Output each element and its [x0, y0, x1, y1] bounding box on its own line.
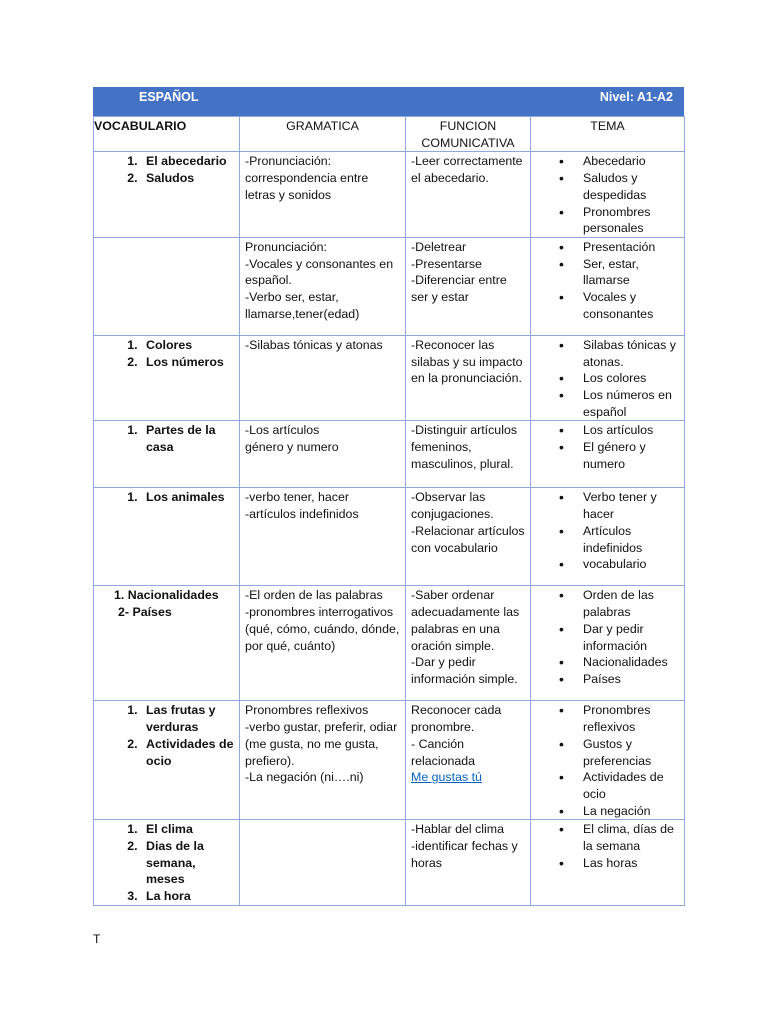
vocabulary-item: 3. La hora: [141, 888, 234, 905]
tema-item: • Verbo tener y hacer: [583, 489, 679, 522]
column-header-funcion: FUNCION COMUNICATIVA: [406, 117, 531, 152]
tema-item: • Vocales y consonantes: [583, 289, 679, 322]
vocabulario-cell: [94, 488, 240, 586]
vocabulary-item: 1. Las frutas y verduras: [141, 702, 234, 735]
tema-cell: [531, 820, 685, 906]
vocabulary-list: [94, 702, 234, 769]
funcion-line: -Hablar del clima: [411, 822, 504, 837]
funcion-cell: [406, 586, 531, 701]
footer-text: T: [93, 932, 101, 946]
vocabulary-item: 1. El clima: [141, 821, 234, 838]
vocabulary-item: 2. Saludos: [141, 170, 234, 187]
tema-list: [536, 702, 679, 819]
gramatica-line: -verbo tener, hacer: [245, 490, 350, 505]
tema-list: [536, 422, 679, 472]
tema-list: [536, 489, 679, 573]
tema-list: [536, 239, 679, 323]
gramatica-line: -La negación (ni….ni): [245, 770, 364, 785]
vocabulary-list: [94, 821, 234, 905]
tema-item: • Los números en español: [583, 387, 679, 420]
vocabulary-list: [94, 337, 234, 370]
vocabulario-cell: [94, 586, 240, 701]
tema-item: • vocabulario: [583, 556, 679, 573]
funcion-cell: [406, 488, 531, 586]
funcion-cell: [406, 335, 531, 421]
funcion-line: -Diferenciar entre ser y estar: [411, 273, 511, 305]
gramatica-line: género y numero: [245, 440, 339, 455]
gramatica-cell: [240, 820, 406, 906]
tema-item: • El género y numero: [583, 439, 679, 472]
funcion-line: -Distinguir artículos femeninos, masculinos, plural.: [411, 423, 521, 471]
column-header-vocabulario: VOCABULARIO: [94, 117, 240, 152]
vocabulary-item: 1. Colores: [141, 337, 234, 354]
gramatica-cell: [240, 488, 406, 586]
course-title: ESPAÑOL: [139, 90, 199, 104]
funcion-line: -Relacionar artículos con vocabulario: [411, 523, 529, 555]
table-row: [94, 820, 685, 906]
table-row: [94, 421, 685, 488]
vocabulary-item: 1. El abecedario: [141, 153, 234, 170]
tema-item: • Nacionalidades: [583, 654, 679, 671]
tema-list: [536, 821, 679, 871]
gramatica-line: Pronunciación:: [245, 239, 327, 254]
funcion-line: -Dar y pedir información simple.: [411, 655, 518, 686]
funcion-line: -Reconocer las silabas y su impacto en la pronunciación.: [411, 337, 527, 386]
vocabulario-cell: [94, 421, 240, 488]
column-header-gramatica: GRAMATICA: [240, 117, 406, 152]
syllabus-table: [93, 116, 685, 906]
vocabulary-list: [94, 587, 234, 620]
tema-cell: [531, 335, 685, 421]
table-row: [94, 237, 685, 335]
funcion-line: -Deletrear: [411, 239, 467, 254]
tema-item: • Silabas tónicas y atonas.: [583, 337, 679, 370]
vocabulary-item: 2- Países: [118, 605, 172, 620]
tema-cell: [531, 421, 685, 488]
table-row: [94, 335, 685, 421]
gramatica-cell: [240, 586, 406, 701]
tema-item: • Las horas: [583, 855, 679, 872]
funcion-line: -Observar las conjugaciones.: [411, 490, 494, 522]
tema-item: • Ser, estar, llamarse: [583, 256, 679, 289]
vocabulary-list: [94, 153, 234, 186]
tema-list: [536, 153, 679, 237]
gramatica-line: -El orden de las palabras: [245, 588, 383, 603]
tema-cell: [531, 488, 685, 586]
table-header-row: [94, 117, 685, 152]
table-title-bar: [93, 87, 684, 116]
column-header-tema: TEMA: [531, 117, 685, 152]
gramatica-cell: [240, 421, 406, 488]
vocabulary-list: [94, 422, 234, 455]
gramatica-line: -Silabas tónicas y atonas: [245, 337, 383, 352]
tema-item: • Actividades de ocio: [583, 769, 679, 802]
gramatica-line: Pronombres reflexivos: [245, 703, 369, 718]
tema-item: • Pronombres personales: [583, 204, 679, 237]
tema-item: • Pronombres reflexivos: [583, 702, 679, 735]
vocabulario-cell: [94, 820, 240, 906]
tema-cell: [531, 586, 685, 701]
tema-item: • Los artículos: [583, 422, 679, 439]
tema-item: • Presentación: [583, 239, 679, 256]
tema-item: • Orden de las palabras: [583, 587, 679, 620]
tema-item: • El clima, días de la semana: [583, 821, 679, 854]
vocabulary-item: 2. Actividades de ocio: [141, 736, 234, 769]
vocabulary-item: 2. Los números: [141, 354, 234, 371]
tema-item: • Países: [583, 671, 679, 688]
funcion-cell: [406, 701, 531, 820]
vocabulary-item: 1. Partes de la casa: [141, 422, 234, 455]
funcion-line: - Canción relacionada: [411, 736, 476, 768]
gramatica-line: -Los artículos: [245, 423, 320, 438]
tema-cell: [531, 237, 685, 335]
vocabulario-cell: [94, 237, 240, 335]
funcion-cell: [406, 421, 531, 488]
gramatica-line: -verbo gustar, preferir, odiar (me gusta, no me gusta, prefiero).: [245, 720, 401, 768]
table-row: [94, 152, 685, 238]
funcion-line: -Leer correctamente el abecedario.: [411, 154, 527, 186]
vocabulario-cell: [94, 152, 240, 238]
tema-item: • La negación: [583, 803, 679, 820]
tema-item: • Saludos y despedidas: [583, 170, 679, 203]
tema-list: [536, 587, 679, 687]
gramatica-line: -Verbo ser, estar, llamarse,tener(edad): [245, 290, 360, 321]
tema-item: • Abecedario: [583, 153, 679, 170]
gramatica-line: -Vocales y consonantes en español.: [245, 256, 397, 288]
tema-item: • Dar y pedir información: [583, 621, 679, 654]
gramatica-cell: [240, 701, 406, 820]
table-row: [94, 586, 685, 701]
gramatica-cell: [240, 335, 406, 421]
funcion-line: Reconocer cada pronombre.: [411, 703, 505, 735]
tema-cell: [531, 701, 685, 820]
funcion-cell: [406, 237, 531, 335]
funcion-line: -Presentarse: [411, 256, 482, 271]
funcion-line: -Saber ordenar adecuadamente las palabras en una oración simple.: [411, 588, 523, 653]
tema-item: • Gustos y preferencias: [583, 736, 679, 769]
vocabulary-list: [94, 489, 234, 506]
vocabulario-cell: [94, 335, 240, 421]
vocabulary-item: 1. Los animales: [141, 489, 234, 506]
gramatica-cell: [240, 152, 406, 238]
tema-item: • Los colores: [583, 370, 679, 387]
gramatica-line: -Pronunciación: correspondencia entre letras y sonidos: [245, 154, 372, 202]
funcion-cell: [406, 152, 531, 238]
vocabulario-cell: [94, 701, 240, 820]
tema-cell: [531, 152, 685, 238]
vocabulary-item: 1. Nacionalidades: [114, 588, 219, 603]
gramatica-line: -artículos indefinidos: [245, 507, 359, 522]
vocabulary-item: 2. Dias de la semana, meses: [141, 838, 234, 888]
funcion-cell: [406, 820, 531, 906]
gramatica-line: -pronombres interrogativos (qué, cómo, cuándo, dónde, por qué, cuánto): [245, 605, 403, 653]
tema-item: • Artículos indefinidos: [583, 523, 679, 556]
gramatica-cell: [240, 237, 406, 335]
course-level: Nivel: A1-A2: [599, 90, 673, 104]
funcion-line: -identificar fechas y horas: [411, 839, 522, 870]
song-link[interactable]: Me gustas tú: [411, 770, 482, 785]
table-row: [94, 488, 685, 586]
tema-list: [536, 337, 679, 421]
table-row: [94, 701, 685, 820]
